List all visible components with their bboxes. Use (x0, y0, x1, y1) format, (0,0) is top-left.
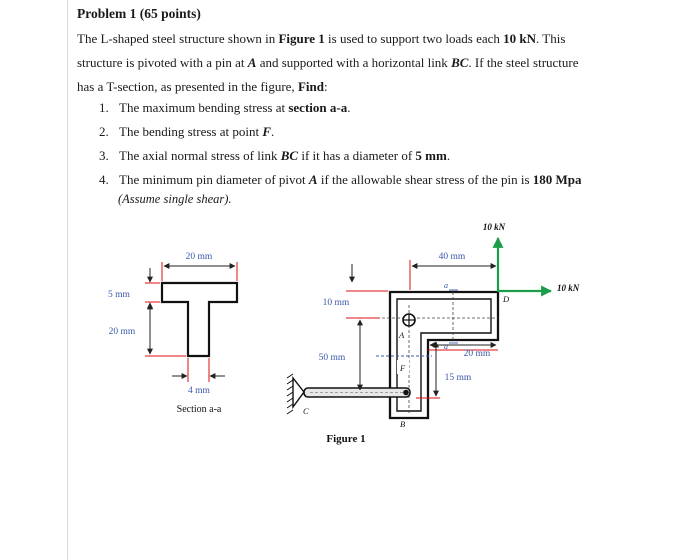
web-height-label: 20 mm (108, 327, 136, 337)
task-number: 2. (99, 124, 109, 139)
inner-width-label: 20 mm (463, 349, 491, 359)
text-run: . (446, 148, 451, 163)
column-height-label: 50 mm (318, 353, 346, 363)
text-run: if it has a diameter of (298, 148, 416, 163)
text-run: : (323, 79, 328, 94)
l-structure-drawing (287, 222, 580, 445)
bold-text-run: 180 Mpa (532, 172, 582, 187)
section-caption: Section a-a (176, 404, 222, 415)
point-f-label: F (400, 363, 406, 373)
text-run: and supported with a horizontal link (256, 55, 452, 70)
bold-text-run: section a-a (288, 100, 348, 115)
text-run: . (347, 100, 351, 115)
bold-italic-text-run: A (247, 55, 257, 70)
assumption-note: (Assume single shear). (118, 192, 232, 206)
text-run: . This (536, 31, 566, 46)
problem-title: Problem 1 (65 points) (77, 6, 201, 21)
point-a-label: A (399, 330, 405, 340)
bold-text-run: Find (297, 79, 324, 94)
text-run: is used to support two loads each (324, 31, 504, 46)
t-section-drawing (108, 252, 237, 415)
arm-length-label: 40 mm (438, 252, 466, 262)
point-c-label: C (303, 406, 309, 416)
bold-italic-text-run: F (262, 124, 272, 139)
support-c (293, 378, 304, 407)
text-run: The minimum pin diameter of pivot (119, 172, 309, 187)
task-number: 4. (99, 172, 109, 187)
bold-text-run: 10 kN (503, 31, 537, 46)
text-run: . (271, 124, 275, 139)
vertical-load-label: 10 kN (482, 222, 506, 232)
inner-height-label: 15 mm (444, 373, 472, 383)
bold-italic-text-run: BC (451, 55, 469, 70)
text-run: The bending stress at point (119, 124, 263, 139)
text-run: The maximum bending stress at (119, 100, 289, 115)
t-section-outline (162, 283, 237, 356)
pin-b (403, 390, 409, 396)
figure-caption: Figure 1 (326, 433, 366, 445)
task-number: 3. (99, 148, 109, 163)
bold-italic-text-run: A (308, 172, 318, 187)
task-number: 1. (99, 100, 109, 115)
section-a-label: a (444, 342, 448, 351)
text-run: if the allowable shear stress of the pin is (317, 172, 533, 187)
text-run: . If the steel structure (468, 55, 579, 70)
support-c-hatching (287, 374, 293, 414)
text-run: structure is pivoted with a pin at (77, 55, 248, 70)
section-a-label: a (444, 281, 448, 290)
flange-width-label: 20 mm (185, 252, 213, 262)
text-run: has a T-section, as presented in the figure, (77, 79, 298, 94)
bold-text-run: Figure 1 (278, 31, 325, 46)
arm-offset-label: 10 mm (322, 298, 350, 308)
horizontal-load-label: 10 kN (557, 283, 580, 293)
point-d-label: D (503, 294, 510, 304)
text-run: The axial normal stress of link (119, 148, 281, 163)
bold-text-run: 5 mm (415, 148, 447, 163)
text-run: The L-shaped steel structure shown in (77, 31, 279, 46)
point-b-label: B (400, 419, 406, 429)
bold-italic-text-run: BC (280, 148, 299, 163)
web-thickness-label: 4 mm (188, 386, 210, 396)
flange-thickness-label: 5 mm (108, 290, 130, 300)
